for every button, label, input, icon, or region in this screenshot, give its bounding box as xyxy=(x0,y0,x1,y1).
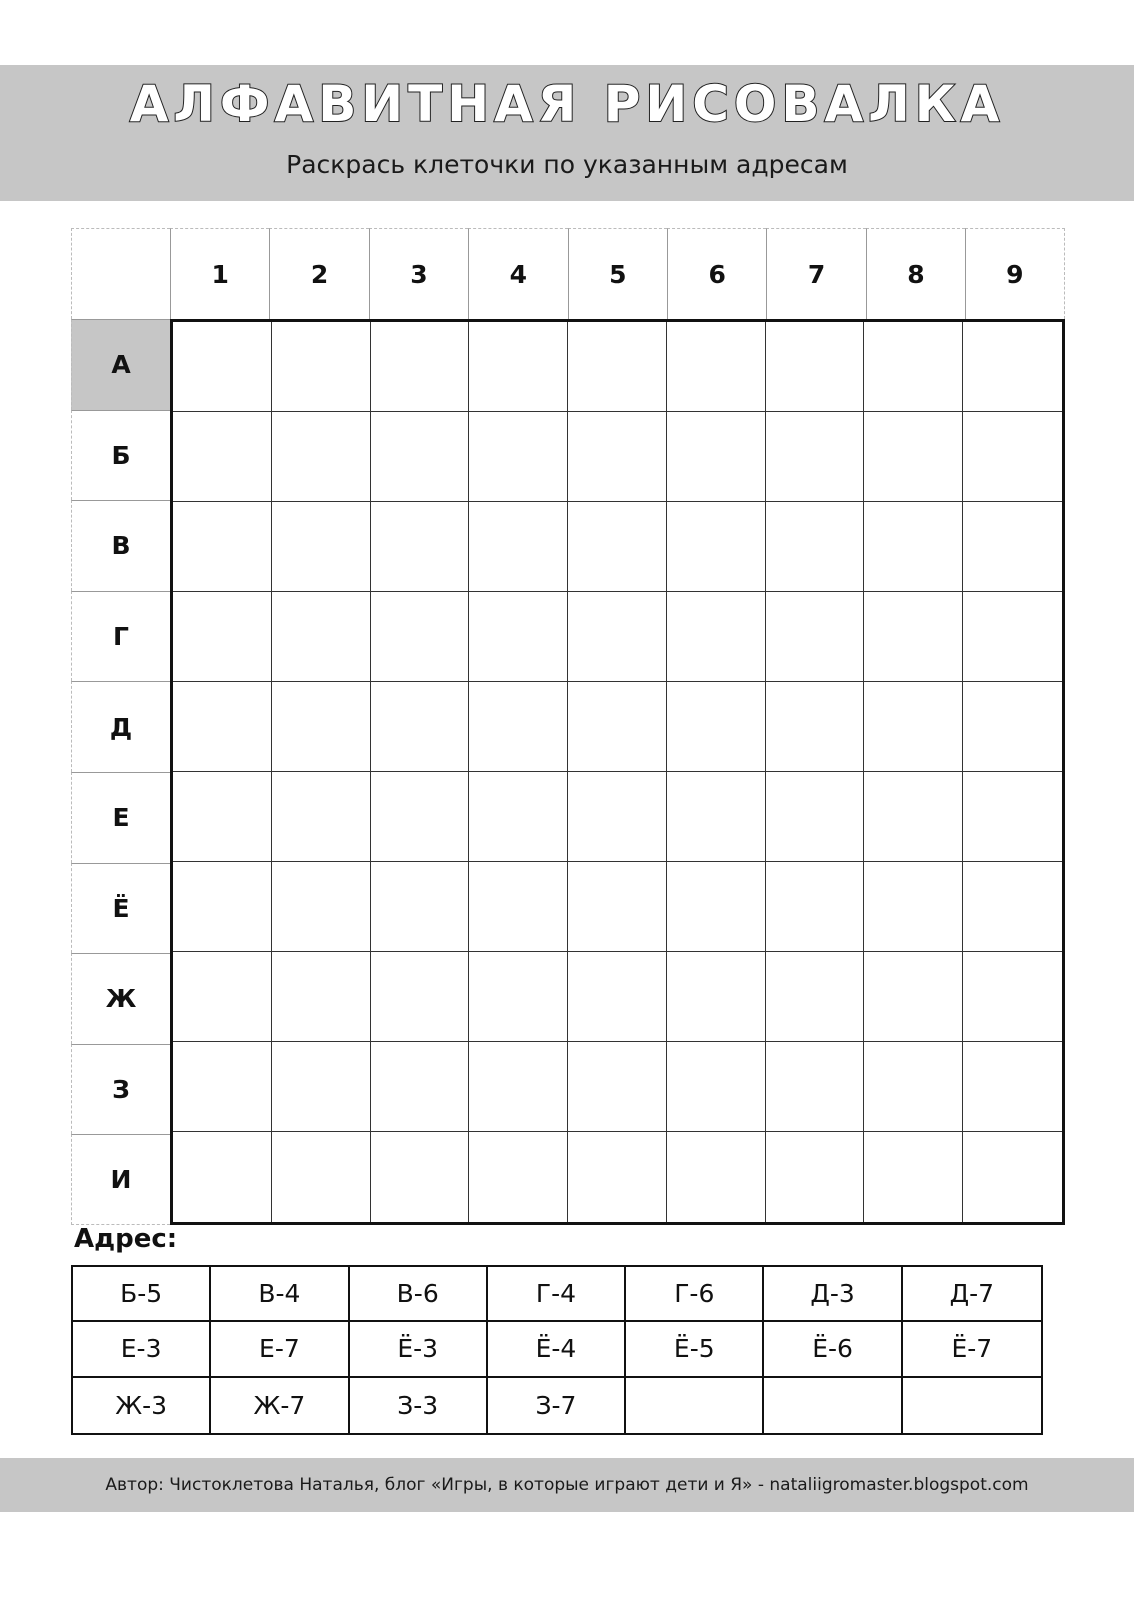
grid-cell[interactable] xyxy=(173,1042,272,1132)
grid-cell[interactable] xyxy=(667,682,766,772)
grid-cell[interactable] xyxy=(568,952,667,1042)
grid-cell[interactable] xyxy=(272,682,371,772)
grid-cell[interactable] xyxy=(173,1132,272,1222)
column-headers xyxy=(170,228,1065,319)
address-cell: Б-5 xyxy=(73,1267,211,1322)
row-header: Г xyxy=(71,591,170,682)
grid-cell[interactable] xyxy=(173,772,272,862)
grid-cell[interactable] xyxy=(272,1132,371,1222)
grid-cell[interactable] xyxy=(469,322,568,412)
grid-cell[interactable] xyxy=(371,502,470,592)
grid-cell[interactable] xyxy=(371,862,470,952)
grid-cell[interactable] xyxy=(568,322,667,412)
grid-cell[interactable] xyxy=(766,1042,865,1132)
grid-cell[interactable] xyxy=(272,772,371,862)
grid-cell[interactable] xyxy=(469,502,568,592)
address-cell: Г-4 xyxy=(488,1267,626,1322)
grid-cell[interactable] xyxy=(963,772,1062,862)
grid-cell[interactable] xyxy=(766,322,865,412)
column-header: 8 xyxy=(866,228,965,319)
grid-cell[interactable] xyxy=(173,412,272,502)
grid-cell[interactable] xyxy=(963,862,1062,952)
grid-cell[interactable] xyxy=(568,1132,667,1222)
grid-cell[interactable] xyxy=(469,592,568,682)
address-cell: З-3 xyxy=(350,1378,488,1433)
grid-cell[interactable] xyxy=(864,412,963,502)
column-header: 2 xyxy=(269,228,368,319)
row-header: В xyxy=(71,500,170,591)
grid-cell[interactable] xyxy=(272,952,371,1042)
grid-cell[interactable] xyxy=(864,1132,963,1222)
grid-cell[interactable] xyxy=(272,322,371,412)
address-cell: Е-3 xyxy=(73,1322,211,1377)
grid-cell[interactable] xyxy=(667,1042,766,1132)
grid-cell[interactable] xyxy=(371,772,470,862)
grid-cell[interactable] xyxy=(963,952,1062,1042)
grid-cell[interactable] xyxy=(766,862,865,952)
address-cell: Е-7 xyxy=(211,1322,349,1377)
grid-cell[interactable] xyxy=(864,322,963,412)
grid-cell[interactable] xyxy=(371,1042,470,1132)
grid-cell[interactable] xyxy=(963,412,1062,502)
grid-cell[interactable] xyxy=(864,592,963,682)
grid-cell[interactable] xyxy=(568,592,667,682)
grid-cell[interactable] xyxy=(864,682,963,772)
grid-cell[interactable] xyxy=(963,592,1062,682)
grid-cell[interactable] xyxy=(371,952,470,1042)
grid-cell[interactable] xyxy=(568,682,667,772)
grid-cell[interactable] xyxy=(272,502,371,592)
address-cell: З-7 xyxy=(488,1378,626,1433)
grid-cell[interactable] xyxy=(568,862,667,952)
grid-cell[interactable] xyxy=(864,1042,963,1132)
grid-cell[interactable] xyxy=(766,1132,865,1222)
grid-cell[interactable] xyxy=(568,412,667,502)
grid-cell[interactable] xyxy=(864,502,963,592)
grid-cell[interactable] xyxy=(864,772,963,862)
grid-cell[interactable] xyxy=(272,592,371,682)
grid-cell[interactable] xyxy=(766,502,865,592)
grid-cell[interactable] xyxy=(469,412,568,502)
address-cell: Ё-5 xyxy=(626,1322,764,1377)
grid-cell[interactable] xyxy=(173,322,272,412)
grid-cell[interactable] xyxy=(667,862,766,952)
grid-cell[interactable] xyxy=(371,682,470,772)
column-header: 4 xyxy=(468,228,567,319)
grid-cell[interactable] xyxy=(963,322,1062,412)
row-header: З xyxy=(71,1044,170,1135)
coloring-grid xyxy=(170,319,1065,1225)
address-cell: Д-3 xyxy=(764,1267,902,1322)
address-cell: Ж-3 xyxy=(73,1378,211,1433)
grid-cell[interactable] xyxy=(272,1042,371,1132)
grid-cell[interactable] xyxy=(667,502,766,592)
address-cell: В-6 xyxy=(350,1267,488,1322)
grid-cell[interactable] xyxy=(568,502,667,592)
grid-cell[interactable] xyxy=(469,1132,568,1222)
address-table xyxy=(71,1265,1043,1435)
grid-cell[interactable] xyxy=(371,592,470,682)
column-header: 7 xyxy=(766,228,865,319)
footer-credit: Автор: Чистоклетова Наталья, блог «Игры, в которые играют дети и Я» - nataliigromaster.blogspot.com xyxy=(105,1475,1029,1495)
grid-cell[interactable] xyxy=(469,862,568,952)
grid-cell[interactable] xyxy=(469,772,568,862)
grid-cell[interactable] xyxy=(469,952,568,1042)
grid-cell[interactable] xyxy=(667,412,766,502)
row-header: Е xyxy=(71,772,170,863)
grid-cell[interactable] xyxy=(766,412,865,502)
address-cell xyxy=(764,1378,902,1433)
row-header: Д xyxy=(71,681,170,772)
grid-cell[interactable] xyxy=(766,592,865,682)
row-header: И xyxy=(71,1134,170,1225)
address-label: Адрес: xyxy=(74,1224,178,1254)
grid-cell[interactable] xyxy=(469,682,568,772)
grid-cell[interactable] xyxy=(963,1132,1062,1222)
page-subtitle: Раскрась клеточки по указанным адресам xyxy=(286,150,848,179)
row-header: Ж xyxy=(71,953,170,1044)
grid-cell[interactable] xyxy=(667,772,766,862)
row-header: Ё xyxy=(71,863,170,954)
grid-cell[interactable] xyxy=(469,1042,568,1132)
grid-corner-cell xyxy=(71,228,170,319)
grid-cell[interactable] xyxy=(864,862,963,952)
drawing-grid-area xyxy=(71,228,1065,1225)
grid-cell[interactable] xyxy=(766,952,865,1042)
grid-cell[interactable] xyxy=(963,502,1062,592)
grid-cell[interactable] xyxy=(667,592,766,682)
address-cell: Ё-4 xyxy=(488,1322,626,1377)
row-header: Б xyxy=(71,410,170,501)
grid-cell[interactable] xyxy=(568,1042,667,1132)
address-cell: Ё-7 xyxy=(903,1322,1041,1377)
row-header: А xyxy=(71,319,170,410)
grid-cell[interactable] xyxy=(173,952,272,1042)
grid-cell[interactable] xyxy=(963,1042,1062,1132)
address-cell: Ё-6 xyxy=(764,1322,902,1377)
grid-cell[interactable] xyxy=(667,952,766,1042)
grid-cell[interactable] xyxy=(173,862,272,952)
column-header: 3 xyxy=(369,228,468,319)
grid-cell[interactable] xyxy=(371,1132,470,1222)
row-headers xyxy=(71,319,170,1225)
grid-cell[interactable] xyxy=(568,772,667,862)
column-header: 5 xyxy=(568,228,667,319)
column-header: 1 xyxy=(170,228,269,319)
column-header: 9 xyxy=(965,228,1064,319)
grid-cell[interactable] xyxy=(667,1132,766,1222)
grid-cell[interactable] xyxy=(864,952,963,1042)
grid-cell[interactable] xyxy=(173,682,272,772)
address-cell: Д-7 xyxy=(903,1267,1041,1322)
address-cell: В-4 xyxy=(211,1267,349,1322)
grid-cell[interactable] xyxy=(667,322,766,412)
grid-cell[interactable] xyxy=(766,772,865,862)
grid-cell[interactable] xyxy=(371,322,470,412)
grid-cell[interactable] xyxy=(963,682,1062,772)
grid-cell[interactable] xyxy=(173,592,272,682)
page-title: АЛФАВИТНАЯ РИСОВАЛКА xyxy=(129,75,1005,133)
address-cell: Ж-7 xyxy=(211,1378,349,1433)
grid-cell[interactable] xyxy=(173,502,272,592)
address-cell: Г-6 xyxy=(626,1267,764,1322)
grid-cell[interactable] xyxy=(766,682,865,772)
column-header: 6 xyxy=(667,228,766,319)
address-cell: Ё-3 xyxy=(350,1322,488,1377)
address-cell xyxy=(903,1378,1041,1433)
grid-cell[interactable] xyxy=(371,412,470,502)
grid-cell[interactable] xyxy=(272,862,371,952)
address-cell xyxy=(626,1378,764,1433)
grid-cell[interactable] xyxy=(272,412,371,502)
